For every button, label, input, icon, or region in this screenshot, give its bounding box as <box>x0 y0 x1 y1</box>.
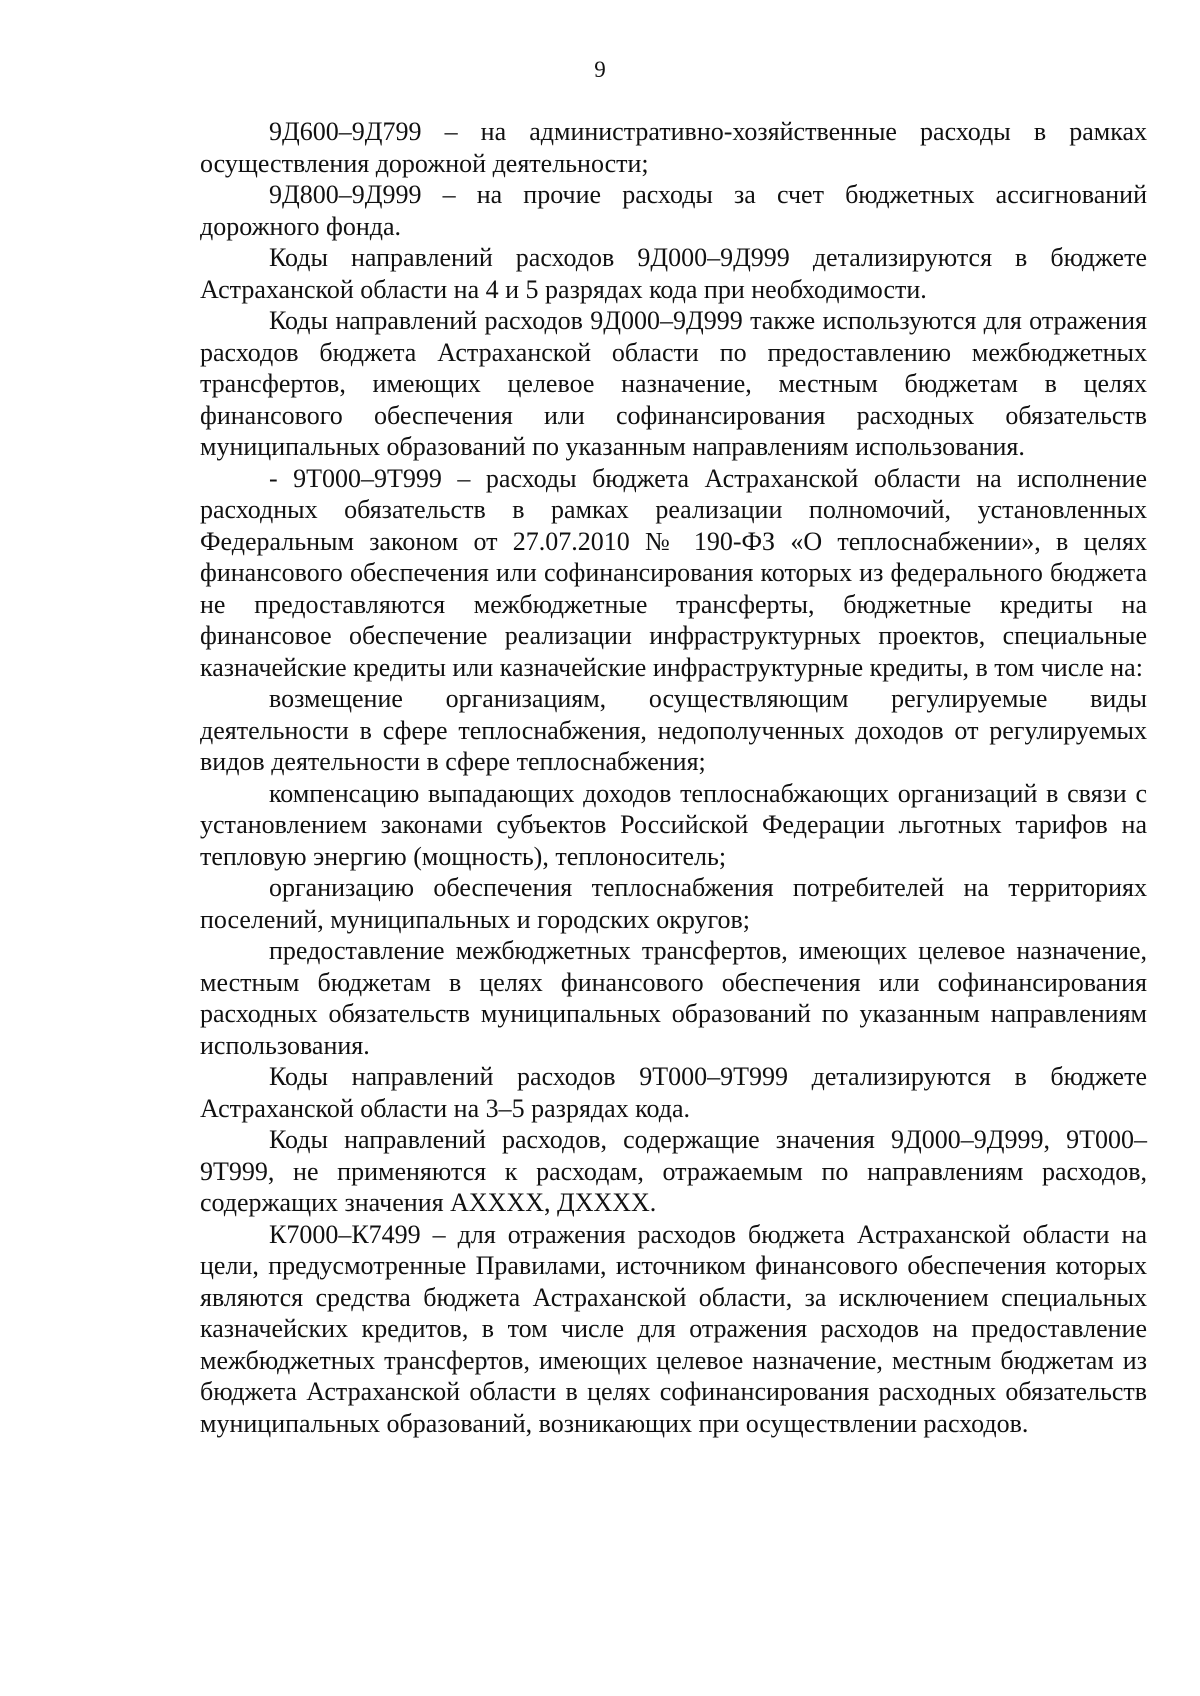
paragraph-9d600: 9Д600–9Д799 – на административно-хозяйственные расходы в рамках осуществления дорожной деятельности; <box>200 117 1147 178</box>
paragraph-k7000: К7000–К7499 – для отражения расходов бюджета Астраханской области на цели, предусмотренные Правилами, источником финансового обеспечения которых являются средства бюджета Астраханской области, за исключением специальных казначейских кредитов, в том числе для отражения расходов на предоставление межбюджетных трансфертов, имеющих целевое назначение, местным бюджетам из бюджета Астраханской области в целях софинансирования расходных обязательств муниципальных образований, возникающих при осуществлении расходов. <box>200 1219 1147 1438</box>
paragraph-9t-compensation: компенсацию выпадающих доходов теплоснабжающих организаций в связи с установлением законами субъектов Российской Федерации льготных тарифов на тепловую энергию (мощность), теплоноситель; <box>200 778 1147 871</box>
paragraph-9d800: 9Д800–9Д999 – на прочие расходы за счет бюджетных ассигнований дорожного фонда. <box>200 180 1147 241</box>
paragraph-9d-detail: Коды направлений расходов 9Д000–9Д999 детализируются в бюджете Астраханской области на 4 и 5 разрядах кода при необходимости. <box>200 243 1147 304</box>
paragraph-9t-detail: Коды направлений расходов 9Т000–9Т999 детализируются в бюджете Астраханской области на 3–5 разрядах кода. <box>200 1062 1147 1123</box>
paragraph-9t-transfers: предоставление межбюджетных трансфертов, имеющих целевое назначение, местным бюджетам в целях финансового обеспечения или софинансирования расходных обязательств муниципальных образований по указанным направлениям использования. <box>200 936 1147 1060</box>
paragraph-codes-exclusion: Коды направлений расходов, содержащие значения 9Д000–9Д999, 9Т000–9Т999, не применяются к расходам, отражаемым по направлениям расходов, содержащих значения АХХХХ, ДХХХХ. <box>200 1125 1147 1217</box>
paragraph-9t000: - 9Т000–9Т999 – расходы бюджета Астраханской области на исполнение расходных обязательств в рамках реализации полномочий, установленных Федеральным законом от 27.07.2010 № 190-ФЗ «О теплоснабжении», в целях финансового обеспечения или софинансирования которых из федерального бюджета не предоставляются межбюджетные трансферты, бюджетные кредиты на финансовое обеспечение реализации инфраструктурных проектов, специальные казначейские кредиты или казначейские инфраструктурные кредиты, в том числе на: <box>200 463 1147 682</box>
paragraph-9t-reimbursement: возмещение организациям, осуществляющим регулируемые виды деятельности в сфере теплоснабжения, недополученных доходов от регулируемых видов деятельности в сфере теплоснабжения; <box>200 684 1147 776</box>
paragraph-9d-transfers: Коды направлений расходов 9Д000–9Д999 также используются для отражения расходов бюджета Астраханской области по предоставлению межбюджетных трансфертов, имеющих целевое назначение, местным бюджетам в целях финансового обеспечения или софинансирования расходных обязательств муниципальных образований по указанным направлениям использования. <box>200 306 1147 461</box>
document-body <box>200 116 1147 1439</box>
page-number: 9 <box>594 57 606 82</box>
paragraph-9t-organization: организацию обеспечения теплоснабжения потребителей на территориях поселений, муниципальных и городских округов; <box>200 873 1147 934</box>
